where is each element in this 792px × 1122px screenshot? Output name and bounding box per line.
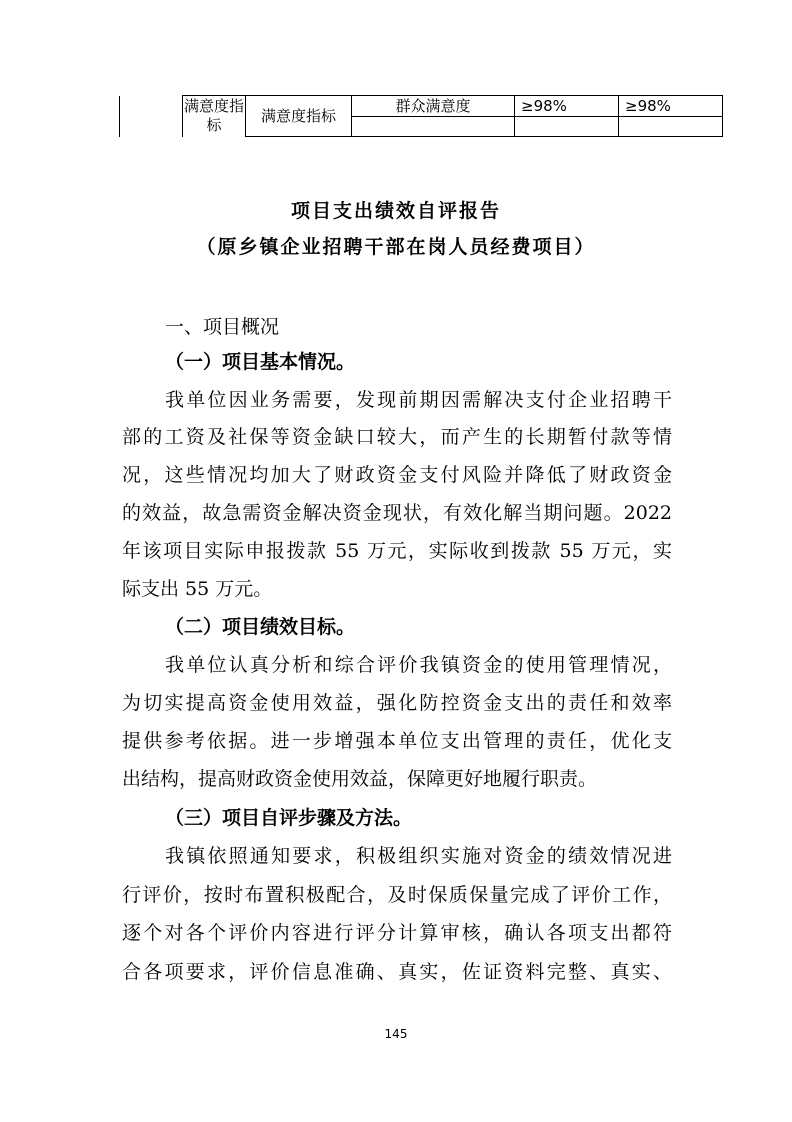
paragraph-line: 为切实提高资金使用效益，强化防控资金支出的责任和效率 <box>122 692 672 714</box>
paragraph-line: 我镇依照通知要求，积极组织实施对资金的绩效情况进 <box>165 845 672 867</box>
table-cell-empty <box>120 96 183 137</box>
paragraph-line: 年该项目实际申报拨款 55 万元，实际收到拨款 55 万元，实 <box>122 540 672 562</box>
paragraph-line: 合各项要求，评价信息准确、真实，佐证资料完整、真实、 <box>122 961 672 983</box>
paragraph-line: 出结构，提高财政资金使用效益，保障更好地履行职责。 <box>122 768 598 790</box>
page-number: 145 <box>384 1027 408 1041</box>
report-subtitle: （原乡镇企业招聘干部在岗人员经费项目） <box>196 236 596 258</box>
table-cell-blank <box>352 117 515 137</box>
paragraph-line: 际支出 55 万元。 <box>122 578 273 600</box>
paragraph-line: 我单位因业务需要，发现前期因需解决支付企业招聘干 <box>165 389 672 411</box>
performance-table <box>119 95 723 137</box>
paragraph-line: 部的工资及社保等资金缺口较大，而产生的长期暂付款等情 <box>122 426 672 448</box>
table-cell-actual-value: ≥98% <box>619 96 723 117</box>
section-heading: 一、项目概况 <box>165 316 280 338</box>
paragraph-line: 提供参考依据。进一步增强本单位支出管理的责任，优化支 <box>122 730 672 752</box>
subsection-heading: （一）项目基本情况。 <box>165 351 356 373</box>
paragraph-line: 逐个对各个评价内容进行评分计算审核，确认各项支出都符 <box>122 922 672 944</box>
subsection-heading: （二）项目绩效目标。 <box>165 616 356 638</box>
paragraph-line: 行评价，按时布置积极配合，及时保质保量完成了评价工作， <box>122 884 672 906</box>
table-cell-indicator-category: 满意度指标 <box>246 96 352 137</box>
table-cell-blank <box>515 117 619 137</box>
paragraph-line: 况，这些情况均加大了财政资金支付风险并降低了财政资金 <box>122 464 672 486</box>
table-cell-blank <box>619 117 723 137</box>
table-cell-target-value: ≥98% <box>515 96 619 117</box>
paragraph-line: 我单位认真分析和综合评价我镇资金的使用管理情况， <box>165 654 672 676</box>
subsection-heading: （三）项目自评步骤及方法。 <box>165 807 413 829</box>
table-cell-indicator-item: 群众满意度 <box>352 96 515 117</box>
report-title: 项目支出绩效自评报告 <box>290 200 501 222</box>
table-cell-indicator-type: 满意度指标 <box>183 96 246 137</box>
paragraph-line: 的效益，故急需资金解决资金现状，有效化解当期问题。2022 <box>122 502 672 524</box>
